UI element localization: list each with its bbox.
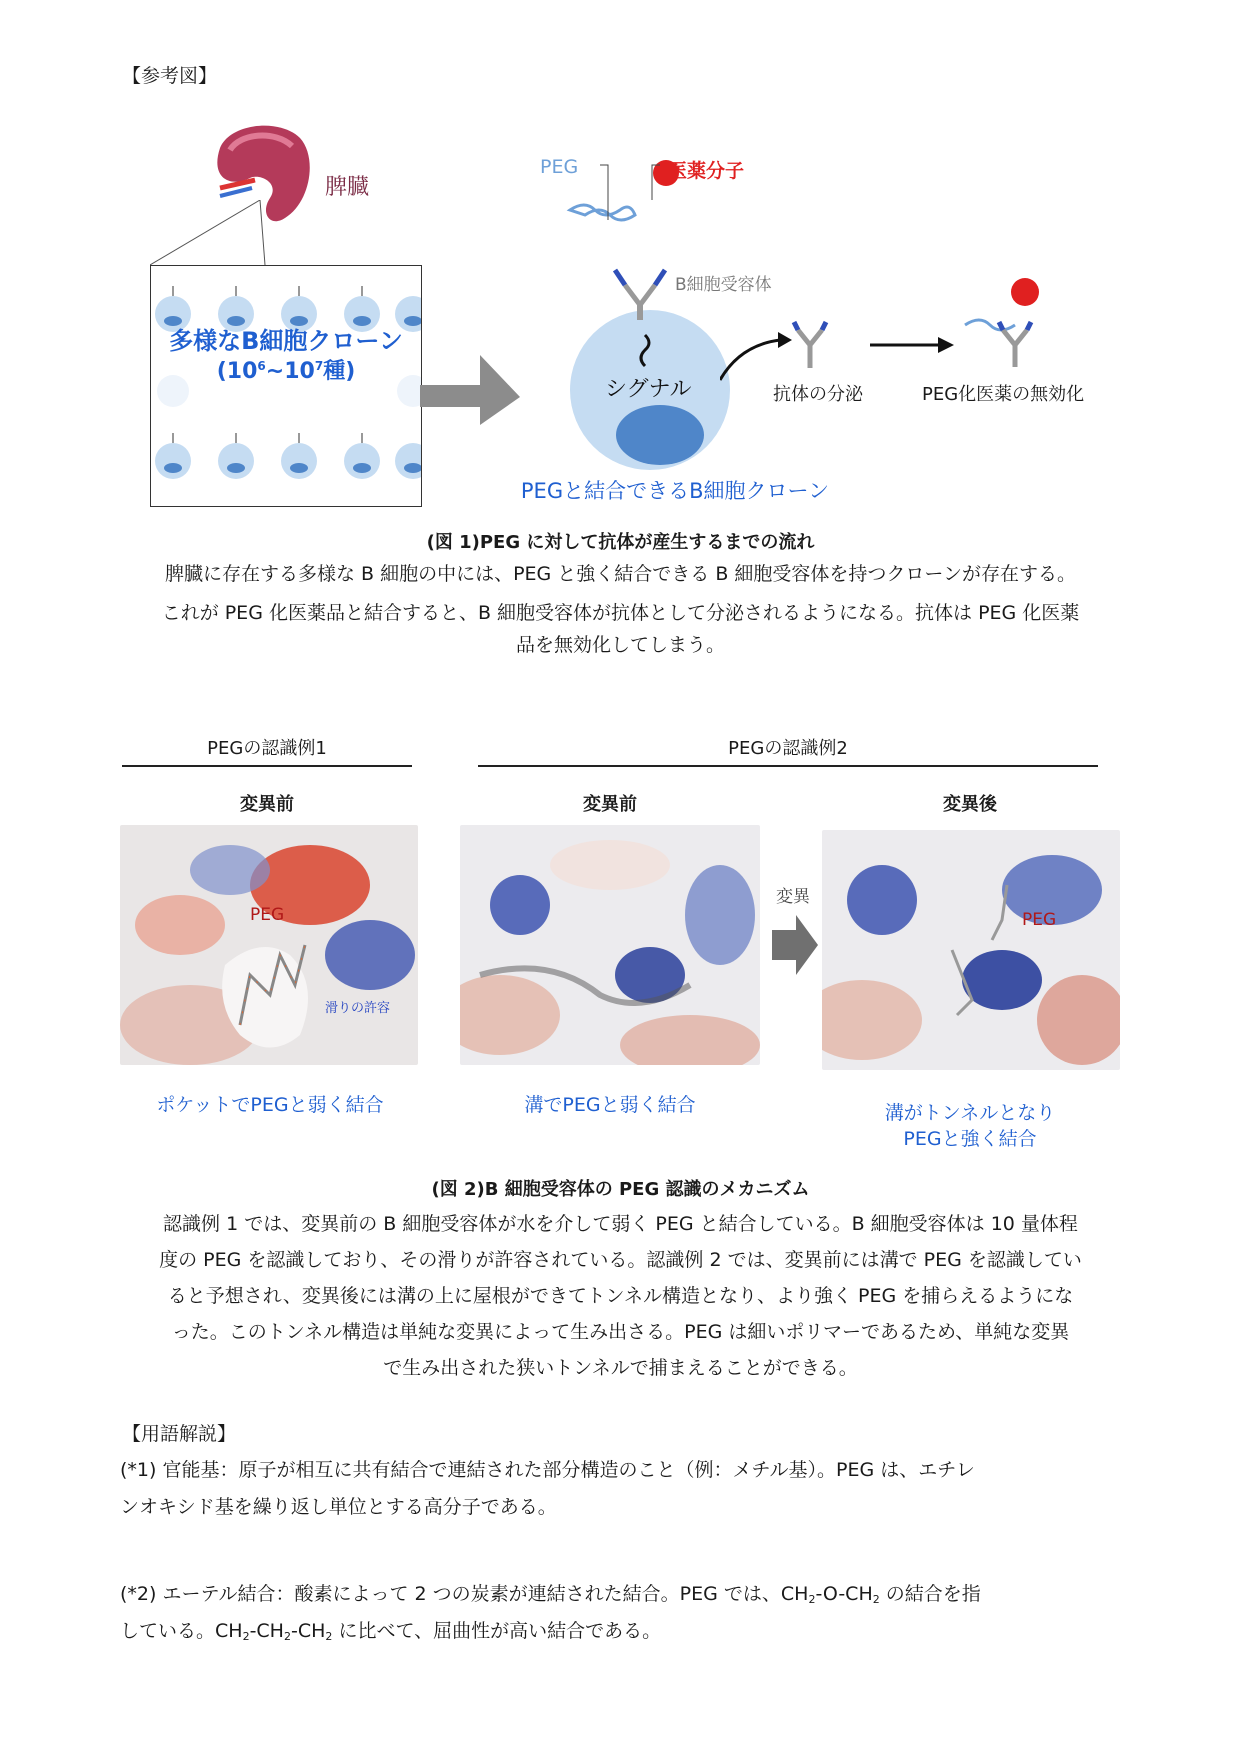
spleen-label: 脾臓: [325, 175, 370, 200]
figure-2-desc-line4: った。このトンネル構造は単純な変異によって生み出さる。PEG は細いポリマーであるため、単純な変異: [171, 1321, 1070, 1343]
structure-panel-1: [120, 825, 418, 1065]
glossary-item-1-line2: ンオキシド基を繰り返し単位とする高分子である。: [120, 1496, 557, 1518]
structure-panel-2: [460, 825, 760, 1065]
figure-2: [0, 720, 1241, 1379]
caption-groove: 溝でPEGと弱く結合: [524, 1094, 696, 1116]
figure-2-desc-line1: 認識例 1 では、変異前の B 細胞受容体が水を介して弱く PEG と結合している。B 細胞受容体は 10 量体程: [163, 1213, 1078, 1235]
mutation-arrow-label: 変異: [776, 887, 810, 907]
surface-render-2: [460, 825, 760, 1065]
glossary-item-2-line1: (*2) エーテル結合：酸素によって 2 つの炭素が連結された結合。PEG では、$CH_2-O-CH_2$ の結合を指: [120, 1583, 981, 1606]
peg-label: PEG: [540, 156, 579, 178]
surface-render-1: [120, 825, 418, 1065]
figure-2-desc-line2: 度の PEG を認識しており、その滑りが許容されている。認識例 2 では、変異前には溝で PEG を認識してい: [159, 1249, 1082, 1271]
mutation-arrow-icon: [772, 915, 820, 975]
secretion-label: 抗体の分泌: [773, 384, 863, 405]
peg-tag-1: PEG: [250, 905, 285, 925]
b-cell-grid: [151, 266, 421, 506]
section-label: 【参考図】: [122, 65, 218, 87]
flow-arrow-icon: [420, 345, 530, 425]
example-1-heading: PEGの認識例1: [207, 738, 327, 759]
figure-2-desc-line5: で生み出された狭いトンネルで捕まえることができる。: [383, 1357, 858, 1379]
after-label: 変異後: [943, 794, 997, 815]
example-2-heading: PEGの認識例2: [728, 738, 848, 759]
clone-box-title: 多様なB細胞クローン: [169, 327, 403, 355]
figure-2-title: (図 2)B 細胞受容体の PEG 認識のメカニズム: [431, 1179, 810, 1200]
glossary-item-2-line2: している。$CH_2-CH_2-CH_2$ に比べて、屈曲性が高い結合である。: [120, 1620, 662, 1643]
inactivation-label: PEG化医薬の無効化: [922, 384, 1085, 405]
zoom-lines: [150, 200, 280, 270]
drug-label: 医薬分子: [668, 160, 745, 182]
antibody-icon: [790, 320, 830, 370]
signal-label: シグナル: [605, 377, 692, 402]
caption-tunnel-line1: 溝がトンネルとなり: [884, 1102, 1056, 1124]
figure-1: [0, 0, 1241, 656]
inactivated-drug-icon: [960, 275, 1050, 370]
caption-pocket: ポケットでPEGと弱く結合: [156, 1094, 384, 1116]
slip-label: 滑りの許容: [325, 1001, 391, 1016]
figure-1-title: (図 1)PEG に対して抗体が産生するまでの流れ: [426, 532, 815, 553]
before-label-1: 変異前: [240, 794, 294, 815]
structure-panel-3: [822, 830, 1120, 1070]
peg-tag-2: PEG: [1022, 910, 1057, 930]
figure-1-desc-line3: 品を無効化してしまう。: [515, 634, 725, 656]
before-label-2: 変異前: [583, 794, 637, 815]
clone-caption: PEGと結合できるB細胞クローン: [520, 479, 830, 503]
figure-1-desc-line2: これが PEG 化医薬品と結合すると、B 細胞受容体が抗体として分泌されるようになる。抗体は PEG 化医薬: [161, 602, 1080, 624]
figure-1-desc-line1: 脾臓に存在する多様な B 細胞の中には、PEG と強く結合できる B 細胞受容体を持つクローンが存在する。: [164, 563, 1077, 585]
clone-box-count: ($10^6\sim 10^7$種): [216, 359, 356, 384]
receptor-label: B細胞受容体: [675, 275, 772, 295]
glossary: [0, 1410, 1241, 1730]
caption-tunnel-line2: PEGと強く結合: [903, 1128, 1037, 1150]
glossary-item-1-line1: (*1) 官能基：原子が相互に共有結合で連結された部分構造のこと（例：メチル基）。PEG は、エチレ: [120, 1459, 975, 1481]
figure-2-desc-line3: ると予想され、変異後には溝の上に屋根ができてトンネル構造となり、より強く PEG を捕らえるようにな: [167, 1285, 1074, 1307]
clone-diversity-box: [150, 265, 422, 507]
glossary-heading: 【用語解説】: [122, 1423, 237, 1445]
surface-render-3: [822, 830, 1120, 1070]
